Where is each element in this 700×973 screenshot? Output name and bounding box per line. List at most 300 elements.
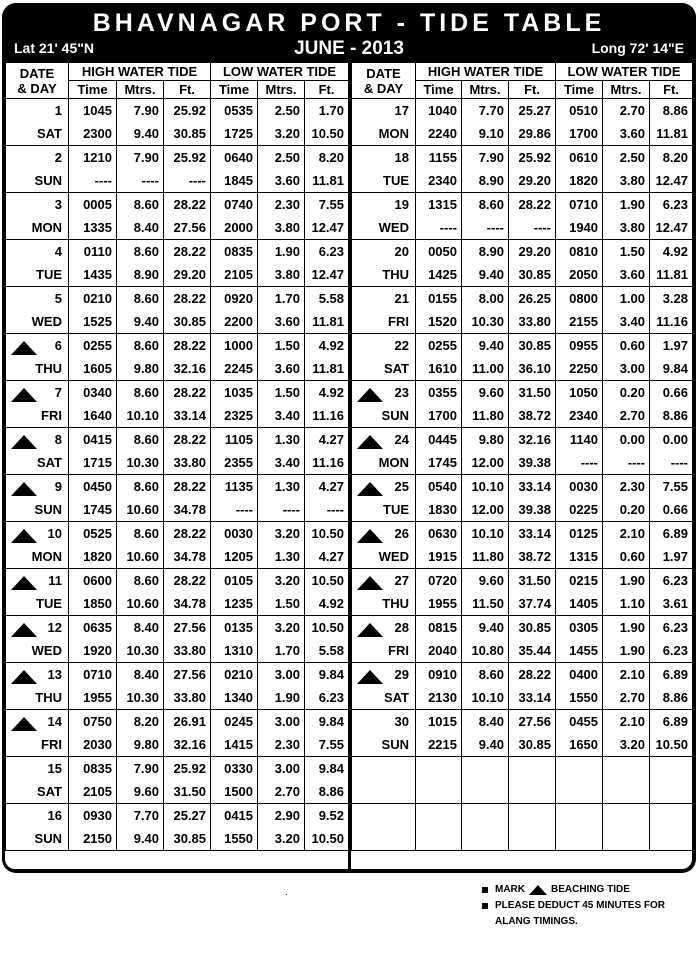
hw-ft-cell: 35.44 — [509, 639, 556, 663]
lw-time-cell: 2250 — [556, 357, 603, 381]
lw-mtrs-cell: 0.20 — [603, 381, 650, 405]
hw-mtrs-cell: 9.80 — [462, 428, 509, 452]
lw-ft-cell: 11.81 — [305, 357, 349, 381]
lw-time-cell: 1135 — [211, 475, 258, 499]
hw-time-cell: 0600 — [69, 569, 117, 593]
mark-label: MARK — [495, 884, 525, 895]
lw-time-cell: 1315 — [556, 545, 603, 569]
hw-time-cell: 0815 — [416, 616, 462, 640]
lw-ft-cell: 7.55 — [650, 475, 693, 499]
hw-ft-cell: 25.92 — [509, 146, 556, 170]
hw-ft-cell: 27.56 — [164, 616, 211, 640]
deduct-line1: PLEASE DEDUCT 45 MINUTES FOR — [495, 900, 666, 911]
day-cell — [352, 545, 416, 569]
hw-time-cell: 1335 — [69, 216, 117, 240]
lw-mtrs-cell: 3.60 — [258, 169, 305, 193]
date-value: 24 — [394, 432, 409, 447]
hw-ft-header: Ft. — [509, 81, 556, 99]
lw-time-cell: 0640 — [211, 146, 258, 170]
day-value: WED — [378, 549, 409, 564]
lw-mtrs-cell: 3.60 — [258, 310, 305, 334]
lw-ft-cell: 11.16 — [650, 310, 693, 334]
lw-mtrs-cell: 2.10 — [603, 522, 650, 546]
lw-time-cell: 1550 — [556, 686, 603, 710]
tide-table-left — [5, 63, 349, 851]
lw-mtrs-cell: 3.40 — [258, 451, 305, 475]
hw-time-cell: 0210 — [69, 287, 117, 311]
day-cell — [352, 686, 416, 710]
lw-time-cell: 0030 — [211, 522, 258, 546]
lw-ft-cell: 8.20 — [650, 146, 693, 170]
beaching-triangle-icon — [11, 388, 37, 402]
table-row — [6, 686, 349, 710]
day-value: TUE — [383, 502, 409, 517]
hw-time-cell: 0355 — [416, 381, 462, 405]
lw-time-cell: 0210 — [211, 663, 258, 687]
hw-mtrs-cell: 10.10 — [462, 686, 509, 710]
hw-ft-cell: 39.38 — [509, 498, 556, 522]
table-row — [6, 498, 349, 522]
hw-mtrs-cell: 8.60 — [117, 569, 164, 593]
hw-time-cell: 1015 — [416, 710, 462, 734]
hw-mtrs-cell: 9.40 — [117, 310, 164, 334]
hw-mtrs-header: Mtrs. — [117, 81, 164, 99]
hw-ft-cell: 33.14 — [509, 686, 556, 710]
hw-time-cell: 0005 — [69, 193, 117, 217]
lw-mtrs-cell: 0.00 — [603, 428, 650, 452]
lw-mtrs-cell: 3.20 — [258, 616, 305, 640]
table-row — [6, 475, 349, 499]
hw-ft-cell: 36.10 — [509, 357, 556, 381]
date-cell — [352, 240, 416, 264]
lw-mtrs-cell: 1.90 — [258, 686, 305, 710]
beaching-triangle-icon — [357, 482, 383, 496]
table-row — [352, 545, 693, 569]
day-value: WED — [31, 314, 62, 329]
empty-cell — [556, 780, 603, 804]
lw-ft-cell: 9.84 — [305, 663, 349, 687]
lw-ft-cell: 6.89 — [650, 663, 693, 687]
hw-ft-cell: 28.22 — [509, 663, 556, 687]
beaching-triangle-icon — [357, 388, 383, 402]
hw-time-cell: 1915 — [416, 545, 462, 569]
lw-ft-cell: 1.97 — [650, 334, 693, 358]
hw-mtrs-cell: 9.60 — [462, 569, 509, 593]
day-cell — [6, 404, 69, 428]
hw-ft-cell: 30.85 — [509, 334, 556, 358]
lw-ft-cell: 7.55 — [305, 193, 349, 217]
table-row — [6, 146, 349, 170]
lw-ft-cell: 3.61 — [650, 592, 693, 616]
hw-mtrs-cell: 10.10 — [462, 475, 509, 499]
hw-time-cell: 1920 — [69, 639, 117, 663]
lw-mtrs-cell: 3.60 — [603, 122, 650, 146]
hw-ft-cell: 33.14 — [509, 475, 556, 499]
lw-mtrs-cell: 2.70 — [603, 404, 650, 428]
lw-time-cell: 0510 — [556, 99, 603, 123]
table-row — [6, 99, 349, 123]
date-cell — [6, 522, 69, 546]
high-water-header: HIGH WATER TIDE — [416, 63, 556, 81]
day-value: THU — [382, 596, 409, 611]
lw-ft-cell: 0.00 — [650, 428, 693, 452]
lw-mtrs-cell: 0.60 — [603, 334, 650, 358]
day-value: MON — [378, 455, 409, 470]
hw-time-cell: 2105 — [69, 780, 117, 804]
lw-time-cell: 1050 — [556, 381, 603, 405]
lw-time-cell: 2000 — [211, 216, 258, 240]
beaching-triangle-icon — [11, 482, 37, 496]
hw-time-cell: 0630 — [416, 522, 462, 546]
table-row — [352, 146, 693, 170]
lw-time-header: Time — [211, 81, 258, 99]
hw-ft-cell: 25.92 — [164, 757, 211, 781]
low-water-header: LOW WATER TIDE — [556, 63, 693, 81]
lw-ft-cell: 3.28 — [650, 287, 693, 311]
hw-mtrs-cell: 7.90 — [117, 99, 164, 123]
hw-time-cell: 2130 — [416, 686, 462, 710]
day-cell — [6, 169, 69, 193]
hw-mtrs-cell: 9.60 — [117, 780, 164, 804]
lw-time-cell: 1650 — [556, 733, 603, 757]
table-row — [6, 639, 349, 663]
day-value: FRI — [41, 737, 62, 752]
lw-ft-cell: 0.66 — [650, 498, 693, 522]
lw-mtrs-cell: 1.00 — [603, 287, 650, 311]
empty-cell — [509, 804, 556, 828]
empty-cell — [462, 827, 509, 851]
tide-table-right — [351, 63, 693, 851]
hw-mtrs-cell: 10.80 — [462, 639, 509, 663]
lw-mtrs-cell: 1.50 — [258, 592, 305, 616]
table-row — [352, 216, 693, 240]
hw-mtrs-cell: 11.80 — [462, 545, 509, 569]
hw-ft-cell: 28.22 — [509, 193, 556, 217]
deduct-line2: ALANG TIMINGS. — [495, 916, 578, 927]
lw-mtrs-cell: 3.20 — [603, 733, 650, 757]
footer-notes — [482, 882, 665, 930]
beaching-triangle-icon — [529, 885, 547, 895]
table-row — [352, 451, 693, 475]
lw-time-cell: 2200 — [211, 310, 258, 334]
day-cell — [6, 827, 69, 851]
hw-mtrs-cell: 9.40 — [462, 733, 509, 757]
hw-ft-cell: 29.86 — [509, 122, 556, 146]
table-row — [6, 381, 349, 405]
lw-ft-cell: 8.86 — [305, 780, 349, 804]
day-value: TUE — [383, 173, 409, 188]
lw-time-cell: 1340 — [211, 686, 258, 710]
day-cell — [352, 733, 416, 757]
table-row — [6, 287, 349, 311]
hw-ft-cell: 33.80 — [164, 686, 211, 710]
hw-ft-cell: 33.80 — [164, 639, 211, 663]
hw-time-cell: 0635 — [69, 616, 117, 640]
lw-mtrs-cell: 3.80 — [258, 263, 305, 287]
hw-mtrs-cell: 9.40 — [117, 827, 164, 851]
lw-time-cell: 0245 — [211, 710, 258, 734]
lw-time-cell: 0835 — [211, 240, 258, 264]
empty-cell — [462, 804, 509, 828]
hw-time-cell: 1640 — [69, 404, 117, 428]
date-value: 17 — [394, 103, 409, 118]
lw-time-cell: 0400 — [556, 663, 603, 687]
lw-mtrs-cell: 2.50 — [258, 99, 305, 123]
lw-ft-cell: 4.27 — [305, 475, 349, 499]
hw-mtrs-cell: 9.80 — [117, 733, 164, 757]
date-value: 12 — [47, 620, 62, 635]
hw-time-cell: 0255 — [416, 334, 462, 358]
lw-ft-cell: 8.86 — [650, 686, 693, 710]
day-cell — [352, 404, 416, 428]
day-value: SUN — [34, 502, 62, 517]
empty-row — [352, 757, 693, 781]
lw-time-cell: 0455 — [556, 710, 603, 734]
day-value: SAT — [383, 690, 409, 705]
lw-mtrs-cell: ---- — [258, 498, 305, 522]
lw-time-cell: 0800 — [556, 287, 603, 311]
lw-time-cell: 1140 — [556, 428, 603, 452]
lw-time-cell: ---- — [556, 451, 603, 475]
date-cell — [352, 569, 416, 593]
hw-mtrs-cell: 11.80 — [462, 404, 509, 428]
table-row — [6, 263, 349, 287]
day-cell — [352, 592, 416, 616]
empty-cell — [416, 827, 462, 851]
lw-time-cell: 0920 — [211, 287, 258, 311]
lw-mtrs-cell: 3.00 — [603, 357, 650, 381]
empty-cell — [509, 757, 556, 781]
date-cell — [6, 616, 69, 640]
day-cell — [6, 310, 69, 334]
hw-time-cell: 0930 — [69, 804, 117, 828]
table-row — [6, 780, 349, 804]
beaching-triangle-icon — [11, 341, 37, 355]
lw-time-cell: 2245 — [211, 357, 258, 381]
hw-ft-cell: 27.56 — [164, 216, 211, 240]
hw-time-cell: 1425 — [416, 263, 462, 287]
lw-mtrs-cell: 2.50 — [603, 146, 650, 170]
hw-mtrs-cell: 10.60 — [117, 592, 164, 616]
day-cell — [352, 310, 416, 334]
table-row — [6, 357, 349, 381]
date-day-header — [6, 63, 69, 99]
hw-mtrs-cell: 10.30 — [117, 639, 164, 663]
lw-time-cell: 1205 — [211, 545, 258, 569]
hw-ft-cell: 27.56 — [509, 710, 556, 734]
lw-ft-cell: 5.58 — [305, 639, 349, 663]
hw-time-header: Time — [69, 81, 117, 99]
date-value: 22 — [394, 338, 409, 353]
hw-time-cell: 0255 — [69, 334, 117, 358]
day-value: SUN — [34, 173, 62, 188]
tide-rows-left — [6, 99, 349, 851]
hw-mtrs-cell: ---- — [117, 169, 164, 193]
day-cell — [352, 169, 416, 193]
table-row — [6, 122, 349, 146]
hw-mtrs-cell: 8.60 — [117, 428, 164, 452]
date-value: 14 — [47, 714, 62, 729]
table-row — [352, 616, 693, 640]
table-row — [6, 592, 349, 616]
hw-mtrs-cell: 8.40 — [117, 216, 164, 240]
lw-time-cell: 0225 — [556, 498, 603, 522]
hw-mtrs-cell: 11.00 — [462, 357, 509, 381]
empty-row — [352, 780, 693, 804]
lw-time-cell: 1310 — [211, 639, 258, 663]
lw-time-cell: 0535 — [211, 99, 258, 123]
date-cell — [352, 381, 416, 405]
empty-cell — [462, 757, 509, 781]
date-cell — [352, 475, 416, 499]
day-cell — [352, 122, 416, 146]
table-row — [352, 710, 693, 734]
date-value: 28 — [394, 620, 409, 635]
lw-ft-cell: 4.27 — [305, 545, 349, 569]
table-row — [6, 404, 349, 428]
day-cell — [352, 639, 416, 663]
lw-time-cell: 1820 — [556, 169, 603, 193]
date-value: 9 — [54, 479, 62, 494]
lw-time-cell: 0710 — [556, 193, 603, 217]
hw-ft-cell: 27.56 — [164, 663, 211, 687]
hw-time-cell: 2340 — [416, 169, 462, 193]
day-cell — [6, 545, 69, 569]
hw-time-header: Time — [416, 81, 462, 99]
date-value: 29 — [394, 667, 409, 682]
lw-ft-cell: 10.50 — [305, 522, 349, 546]
hw-time-cell: 0540 — [416, 475, 462, 499]
date-header-line2: & DAY — [363, 80, 404, 96]
hw-mtrs-cell: 10.30 — [117, 686, 164, 710]
lw-ft-cell: 10.50 — [305, 616, 349, 640]
day-cell — [6, 780, 69, 804]
hw-mtrs-cell: 9.40 — [462, 616, 509, 640]
empty-cell — [352, 804, 416, 828]
hw-mtrs-cell: 8.60 — [117, 522, 164, 546]
hw-mtrs-cell: 7.70 — [462, 99, 509, 123]
date-value: 2 — [54, 150, 62, 165]
hw-ft-cell: 31.50 — [164, 780, 211, 804]
table-row — [6, 310, 349, 334]
lw-ft-cell: 10.50 — [305, 122, 349, 146]
hw-ft-cell: 30.85 — [164, 122, 211, 146]
date-value: 8 — [54, 432, 62, 447]
lw-time-cell: 0135 — [211, 616, 258, 640]
hw-mtrs-cell: 8.60 — [117, 240, 164, 264]
hw-time-cell: 1045 — [69, 99, 117, 123]
day-value: SUN — [381, 408, 409, 423]
hw-mtrs-cell: ---- — [462, 216, 509, 240]
hw-ft-cell: 28.22 — [164, 240, 211, 264]
empty-row — [352, 827, 693, 851]
beaching-triangle-icon — [11, 576, 37, 590]
beaching-triangle-icon — [11, 717, 37, 731]
hw-mtrs-cell: 8.60 — [117, 334, 164, 358]
date-cell — [6, 193, 69, 217]
empty-cell — [556, 757, 603, 781]
empty-cell — [556, 804, 603, 828]
hw-mtrs-cell: 12.00 — [462, 451, 509, 475]
lw-ft-cell: 10.50 — [305, 827, 349, 851]
lw-mtrs-cell: 1.70 — [258, 287, 305, 311]
beaching-triangle-icon — [357, 435, 383, 449]
lw-ft-cell: 6.23 — [650, 616, 693, 640]
empty-cell — [352, 757, 416, 781]
hw-time-cell: 0720 — [416, 569, 462, 593]
table-row — [6, 757, 349, 781]
hw-mtrs-cell: 8.40 — [462, 710, 509, 734]
hw-mtrs-cell: 11.50 — [462, 592, 509, 616]
tide-rows-right — [352, 99, 693, 851]
lw-mtrs-cell: 3.60 — [603, 263, 650, 287]
lw-mtrs-cell: 1.50 — [258, 334, 305, 358]
day-cell — [6, 122, 69, 146]
hw-ft-cell: 28.22 — [164, 381, 211, 405]
day-value: MON — [378, 126, 409, 141]
lw-mtrs-header: Mtrs. — [603, 81, 650, 99]
empty-cell — [603, 827, 650, 851]
lw-time-cell: 1700 — [556, 122, 603, 146]
lw-mtrs-cell: 2.10 — [603, 710, 650, 734]
hw-time-cell: 1315 — [416, 193, 462, 217]
day-value: SUN — [34, 831, 62, 846]
hw-mtrs-cell: 9.40 — [117, 122, 164, 146]
bullet-icon — [482, 887, 488, 893]
date-value: 11 — [48, 573, 62, 588]
table-row — [352, 428, 693, 452]
table-row — [352, 99, 693, 123]
lw-ft-cell: 5.58 — [305, 287, 349, 311]
table-row — [352, 310, 693, 334]
lw-ft-cell: 4.92 — [305, 592, 349, 616]
hw-ft-cell: 31.50 — [509, 569, 556, 593]
lw-ft-header: Ft. — [650, 81, 693, 99]
page-title: BHAVNAGAR PORT - TIDE TABLE — [92, 9, 606, 37]
hw-time-cell: 0340 — [69, 381, 117, 405]
lw-mtrs-cell: 3.20 — [258, 569, 305, 593]
empty-cell — [416, 804, 462, 828]
hw-mtrs-cell: 9.60 — [462, 381, 509, 405]
day-cell — [6, 498, 69, 522]
date-value: 10 — [47, 526, 62, 541]
hw-mtrs-cell: 8.90 — [462, 169, 509, 193]
hw-mtrs-cell: 7.70 — [117, 804, 164, 828]
lw-mtrs-cell: 0.60 — [603, 545, 650, 569]
empty-cell — [462, 780, 509, 804]
hw-ft-cell: 32.16 — [164, 357, 211, 381]
day-value: THU — [35, 361, 62, 376]
day-cell — [6, 216, 69, 240]
date-value: 25 — [394, 479, 409, 494]
lw-ft-cell: 12.47 — [305, 263, 349, 287]
lw-time-cell: 2340 — [556, 404, 603, 428]
table-row — [6, 827, 349, 851]
lw-mtrs-cell: 3.80 — [258, 216, 305, 240]
lw-time-cell: 0125 — [556, 522, 603, 546]
hw-time-cell: 1210 — [69, 146, 117, 170]
hw-mtrs-header: Mtrs. — [462, 81, 509, 99]
hw-ft-cell: 28.22 — [164, 569, 211, 593]
table-row — [6, 193, 349, 217]
lw-time-cell: 1105 — [211, 428, 258, 452]
date-value: 26 — [394, 526, 409, 541]
hw-mtrs-cell: 8.40 — [117, 616, 164, 640]
hw-ft-cell: 26.25 — [509, 287, 556, 311]
lw-mtrs-cell: 2.90 — [258, 804, 305, 828]
date-day-header — [352, 63, 416, 99]
table-row — [6, 334, 349, 358]
